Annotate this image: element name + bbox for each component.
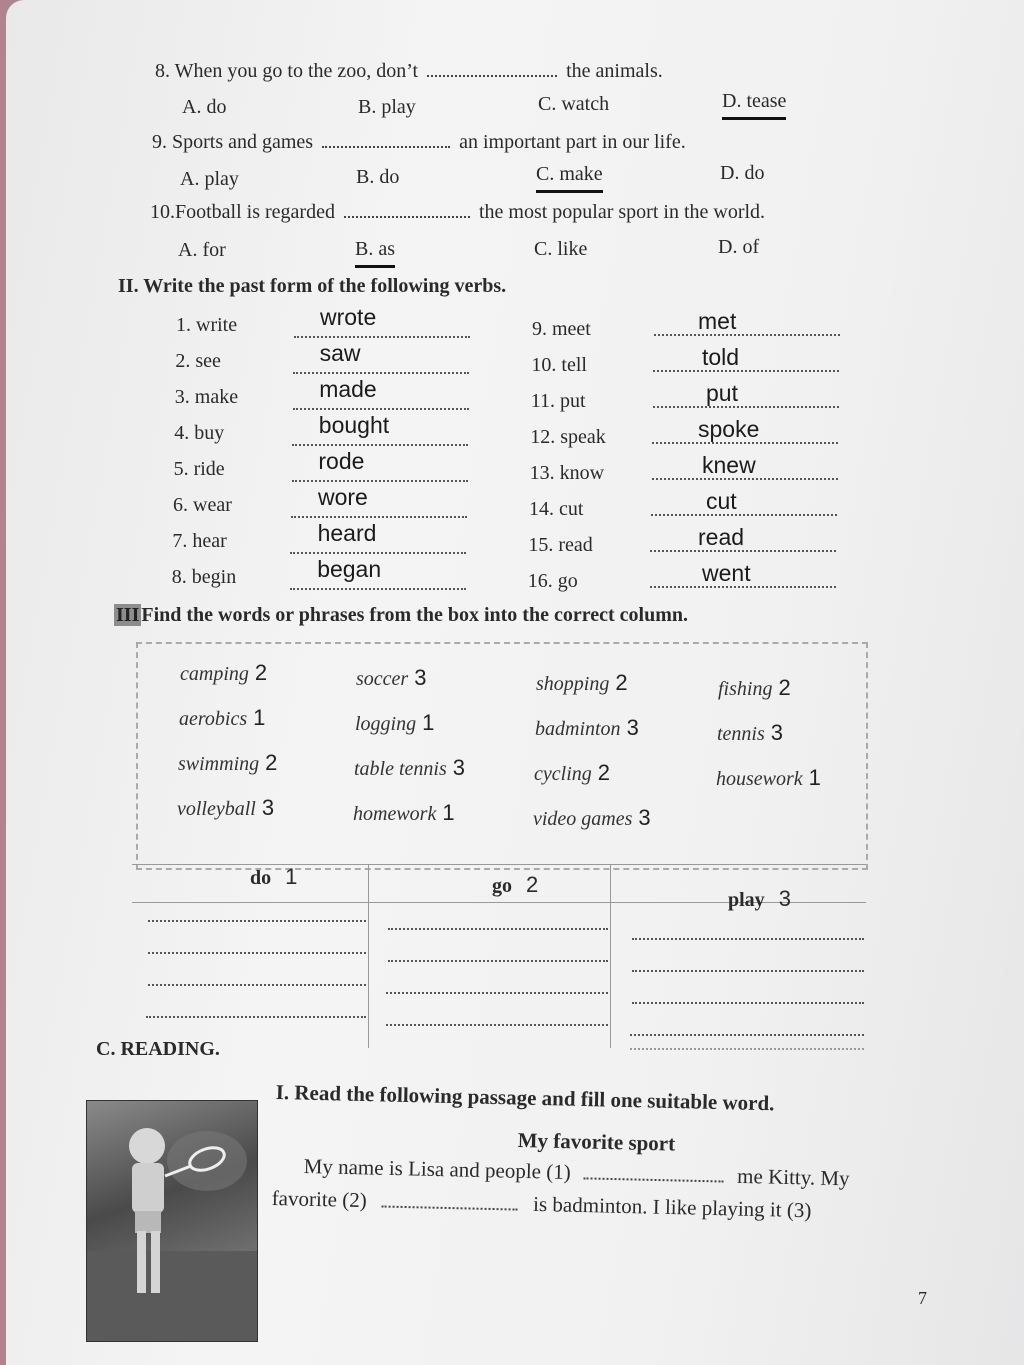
- handwritten-answer: went: [702, 560, 751, 586]
- blank: [427, 75, 557, 77]
- question-number: 8.: [155, 60, 170, 82]
- verb-label: 2. see: [175, 350, 221, 372]
- answer-line: [654, 334, 840, 336]
- photo-illustration: [87, 1101, 257, 1341]
- verb-label: 13. know: [529, 462, 605, 484]
- handwritten-answer: rode: [318, 448, 365, 474]
- handwritten-column-number: 2: [597, 760, 610, 785]
- word-text: swimming: [178, 753, 260, 775]
- handwritten-column-number: 1: [253, 705, 266, 730]
- blank: [322, 146, 450, 148]
- blank: [344, 216, 470, 218]
- word-text: shopping: [536, 673, 610, 695]
- verb-label: 5. ride: [173, 458, 225, 480]
- word-text: video games: [533, 808, 633, 830]
- column-label: play: [728, 889, 765, 911]
- column-header-play: [728, 886, 791, 912]
- handwritten-column-number: 1: [808, 765, 821, 790]
- verb-label: 14. cut: [529, 498, 584, 520]
- passage-text: me Kitty. My: [736, 1163, 850, 1191]
- handwritten-answer: made: [319, 376, 377, 402]
- box-word: [178, 750, 277, 776]
- answer-line: [651, 514, 837, 516]
- box-word: [718, 675, 791, 701]
- passage-text: is badminton. I like playing it (3): [532, 1191, 812, 1223]
- handwritten-answer: began: [317, 556, 382, 582]
- handwritten-answer: put: [706, 380, 738, 406]
- handwritten-column-number: 2: [254, 660, 268, 685]
- question-9: [152, 131, 686, 154]
- verb-label: 11. put: [530, 390, 586, 412]
- verb-label: 16. go: [527, 570, 578, 592]
- question-10: [150, 201, 765, 224]
- word-text: housework: [716, 768, 803, 790]
- option: C. like: [534, 238, 588, 260]
- option-selected: C. make: [536, 163, 603, 193]
- column-number: 1: [285, 864, 298, 889]
- word-text: logging: [355, 713, 417, 735]
- handwritten-answer: met: [698, 308, 737, 334]
- box-word: [177, 795, 274, 821]
- passage-title: My favorite sport: [517, 1128, 676, 1156]
- option: D. of: [718, 236, 760, 258]
- answer-line: [292, 444, 468, 446]
- verb-label: 9. meet: [532, 318, 591, 340]
- option: A. play: [180, 168, 239, 190]
- answer-line: [653, 406, 839, 408]
- word-text: table tennis: [354, 758, 447, 780]
- verb-label: 7. hear: [172, 530, 227, 552]
- question-text: the animals.: [566, 60, 663, 82]
- word-text: badminton: [535, 718, 621, 740]
- box-word: [356, 665, 426, 691]
- handwritten-answer: wore: [318, 484, 368, 510]
- option: A. do: [182, 96, 227, 118]
- section-3-title: [114, 604, 688, 627]
- word-text: homework: [353, 803, 437, 825]
- box-word: [716, 765, 821, 791]
- option-selected: D. tease: [722, 90, 786, 120]
- box-word: [717, 720, 783, 746]
- section-2-title: II. Write the past form of the following verbs.: [118, 275, 507, 297]
- column-header-do: [250, 864, 297, 890]
- word-text: tennis: [717, 723, 765, 745]
- answer-line: [290, 588, 466, 590]
- handwritten-column-number: 3: [414, 665, 427, 690]
- word-text: cycling: [534, 763, 592, 785]
- answer-line: [293, 408, 469, 410]
- word-text: camping: [180, 663, 249, 685]
- box-word: [534, 760, 610, 786]
- column-number: 3: [778, 886, 791, 911]
- sort-table: [132, 852, 866, 1048]
- handwritten-column-number: 3: [626, 715, 639, 740]
- handwritten-column-number: 2: [615, 670, 628, 695]
- handwritten-answer: knew: [702, 452, 756, 478]
- section-title-text: Find the words or phrases from the box into the correct column.: [141, 604, 688, 626]
- question-number: 9.: [152, 131, 167, 153]
- box-word: [535, 715, 639, 741]
- box-word: [536, 670, 628, 696]
- column-label: go: [492, 875, 512, 897]
- question-text: Sports and games: [172, 131, 314, 153]
- answer-line: [294, 336, 470, 338]
- handwritten-column-number: 1: [422, 710, 435, 735]
- section-number-badge: III: [116, 604, 140, 626]
- question-text: Football is regarded: [175, 201, 335, 223]
- box-word: [354, 755, 465, 781]
- word-text: fishing: [718, 678, 773, 700]
- handwritten-answer: cut: [706, 488, 737, 514]
- option: D. do: [720, 162, 765, 184]
- question-text: an important part in our life.: [459, 131, 686, 153]
- answer-line: [290, 552, 466, 554]
- word-text: volleyball: [177, 798, 256, 820]
- verb-label: 15. read: [528, 534, 593, 556]
- column-number: 2: [526, 872, 539, 897]
- handwritten-column-number: 2: [778, 675, 791, 700]
- verb-label: 12. speak: [530, 426, 606, 448]
- handwritten-column-number: 3: [770, 720, 784, 745]
- question-number: 10.: [150, 201, 175, 223]
- handwritten-answer: saw: [319, 340, 361, 366]
- answer-line: [653, 370, 839, 372]
- blank-1: [584, 1177, 724, 1182]
- answer-line: [293, 372, 469, 374]
- verb-label: 6. wear: [173, 494, 232, 516]
- passage-text: favorite (2): [271, 1186, 368, 1213]
- handwritten-column-number: 1: [442, 800, 455, 825]
- reading-instruction: I. Read the following passage and fill one suitable word.: [275, 1080, 775, 1116]
- verb-label: 10. tell: [531, 354, 587, 376]
- verb-label: 1. write: [176, 314, 238, 336]
- blank-2: [382, 1205, 518, 1210]
- box-word: [533, 805, 651, 831]
- answer-line: [291, 516, 467, 518]
- verb-label: 8. begin: [171, 566, 237, 588]
- question-text: When you go to the zoo, don’t: [174, 60, 419, 82]
- box-word: [179, 705, 265, 731]
- verb-label: 4. buy: [174, 422, 225, 444]
- page-number: 7: [918, 1288, 927, 1308]
- passage-text: My name is Lisa and people (1): [303, 1154, 572, 1185]
- column-label: do: [250, 867, 272, 889]
- reading-heading: C. READING.: [96, 1038, 220, 1060]
- handwritten-answer: heard: [317, 520, 377, 546]
- option-selected: B. as: [355, 238, 395, 268]
- handwritten-answer: wrote: [320, 304, 377, 330]
- handwritten-answer: read: [698, 524, 745, 550]
- option: A. for: [178, 239, 226, 261]
- option: B. do: [356, 166, 400, 188]
- option: B. play: [358, 96, 416, 118]
- verb-label: 3. make: [174, 386, 239, 408]
- option: C. watch: [538, 93, 610, 115]
- answer-line: [292, 480, 468, 482]
- box-word: [180, 660, 267, 686]
- word-text: aerobics: [179, 708, 248, 730]
- handwritten-column-number: 3: [638, 805, 651, 830]
- handwritten-answer: told: [702, 344, 740, 370]
- girl-with-racket-photo: [86, 1100, 258, 1342]
- handwritten-column-number: 2: [265, 750, 278, 775]
- box-word: [353, 800, 455, 826]
- question-8: [155, 60, 663, 83]
- handwritten-answer: bought: [318, 412, 390, 438]
- handwritten-column-number: 3: [452, 755, 466, 780]
- handwritten-answer: spoke: [698, 416, 760, 442]
- handwritten-column-number: 3: [261, 795, 275, 820]
- box-word: [355, 710, 434, 736]
- question-text: the most popular sport in the world.: [478, 201, 766, 223]
- word-text: soccer: [356, 668, 409, 690]
- column-header-go: [492, 872, 538, 898]
